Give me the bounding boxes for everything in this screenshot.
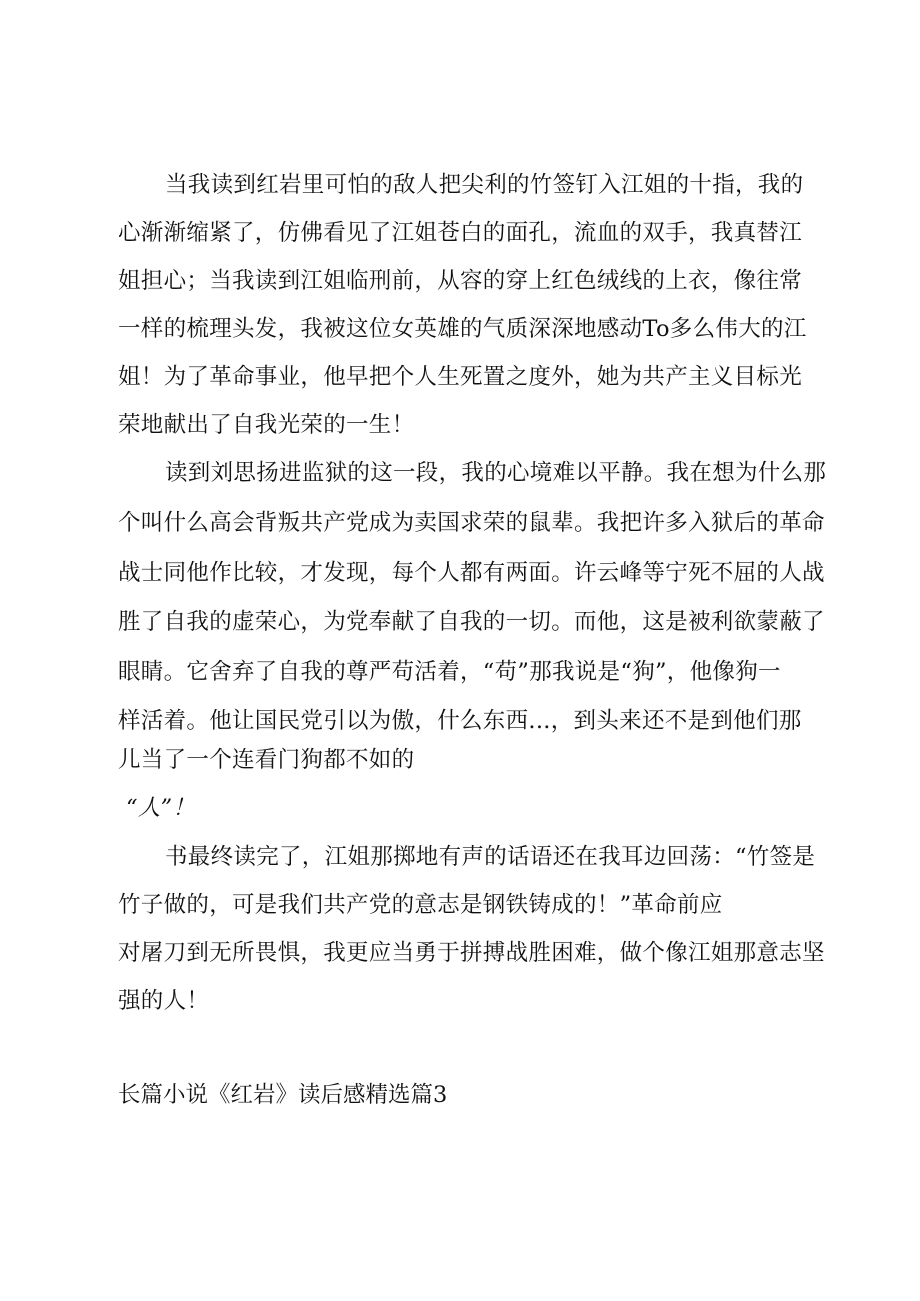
paragraph-3-line-1: 书最终读完了，江姐那掷地有声的话语还在我耳边回荡：“竹签是 (165, 844, 816, 870)
paragraph-1-line-1: 当我读到红岩里可怕的敌人把尖利的竹签钉入江姐的十指，我的 (165, 172, 804, 198)
section-heading: 长篇小说《红岩》读后感精选篇3 (118, 1082, 448, 1108)
paragraph-3-line-3: 对屠刀到无所畏惧，我更应当勇于拼搏战胜困难，做个像江姐那意志坚 (118, 940, 825, 966)
paragraph-2-line-4: 胜了自我的虚荣心，为党奉献了自我的一切。而他，这是被利欲蒙蔽了 (118, 609, 825, 635)
paragraph-1-line-2: 心渐渐缩紧了，仿佛看见了江姐苍白的面孔，流血的双手，我真替江 (118, 220, 803, 246)
paragraph-3-line-2: 竹子做的，可是我们共产党的意志是钢铁铸成的！”革命前应 (118, 892, 723, 918)
paragraph-2-line-7: 儿当了一个连看门狗都不如的 (118, 747, 415, 773)
paragraph-2-line-3: 战士同他作比较，才发现，每个人都有两面。许云峰等宁死不屈的人战 (118, 560, 825, 586)
paragraph-1-line-3: 姐担心；当我读到江姐临刑前，从容的穿上红色绒线的上衣，像往常 (118, 268, 803, 294)
paragraph-2-line-5: 眼睛。它舍弃了自我的尊严苟活着，“苟”那我说是“狗”，他像狗一 (118, 659, 781, 685)
paragraph-1-line-4: 一样的梳理头发，我被这位女英雄的气质深深地感动To多么伟大的江 (118, 316, 807, 342)
paragraph-2-line-2: 个叫什么高会背叛共产党成为卖国求荣的鼠辈。我把许多入狱后的革命 (118, 510, 825, 536)
paragraph-1-line-5: 姐！为了革命事业，他早把个人生死置之度外，她为共产主义目标光 (118, 364, 803, 390)
paragraph-3-line-4: 强的人！ (118, 988, 210, 1014)
paragraph-2-line-1: 读到刘思扬进监狱的这一段，我的心境难以平静。我在想为什么那 (165, 460, 827, 486)
paragraph-2-line-8: “人”！ (126, 795, 196, 821)
paragraph-1-line-6: 荣地献出了自我光荣的一生！ (118, 412, 415, 438)
paragraph-2-line-6: 样活着。他让国民党引以为傲，什么东西...，到头来还不是到他们那 (118, 708, 802, 734)
